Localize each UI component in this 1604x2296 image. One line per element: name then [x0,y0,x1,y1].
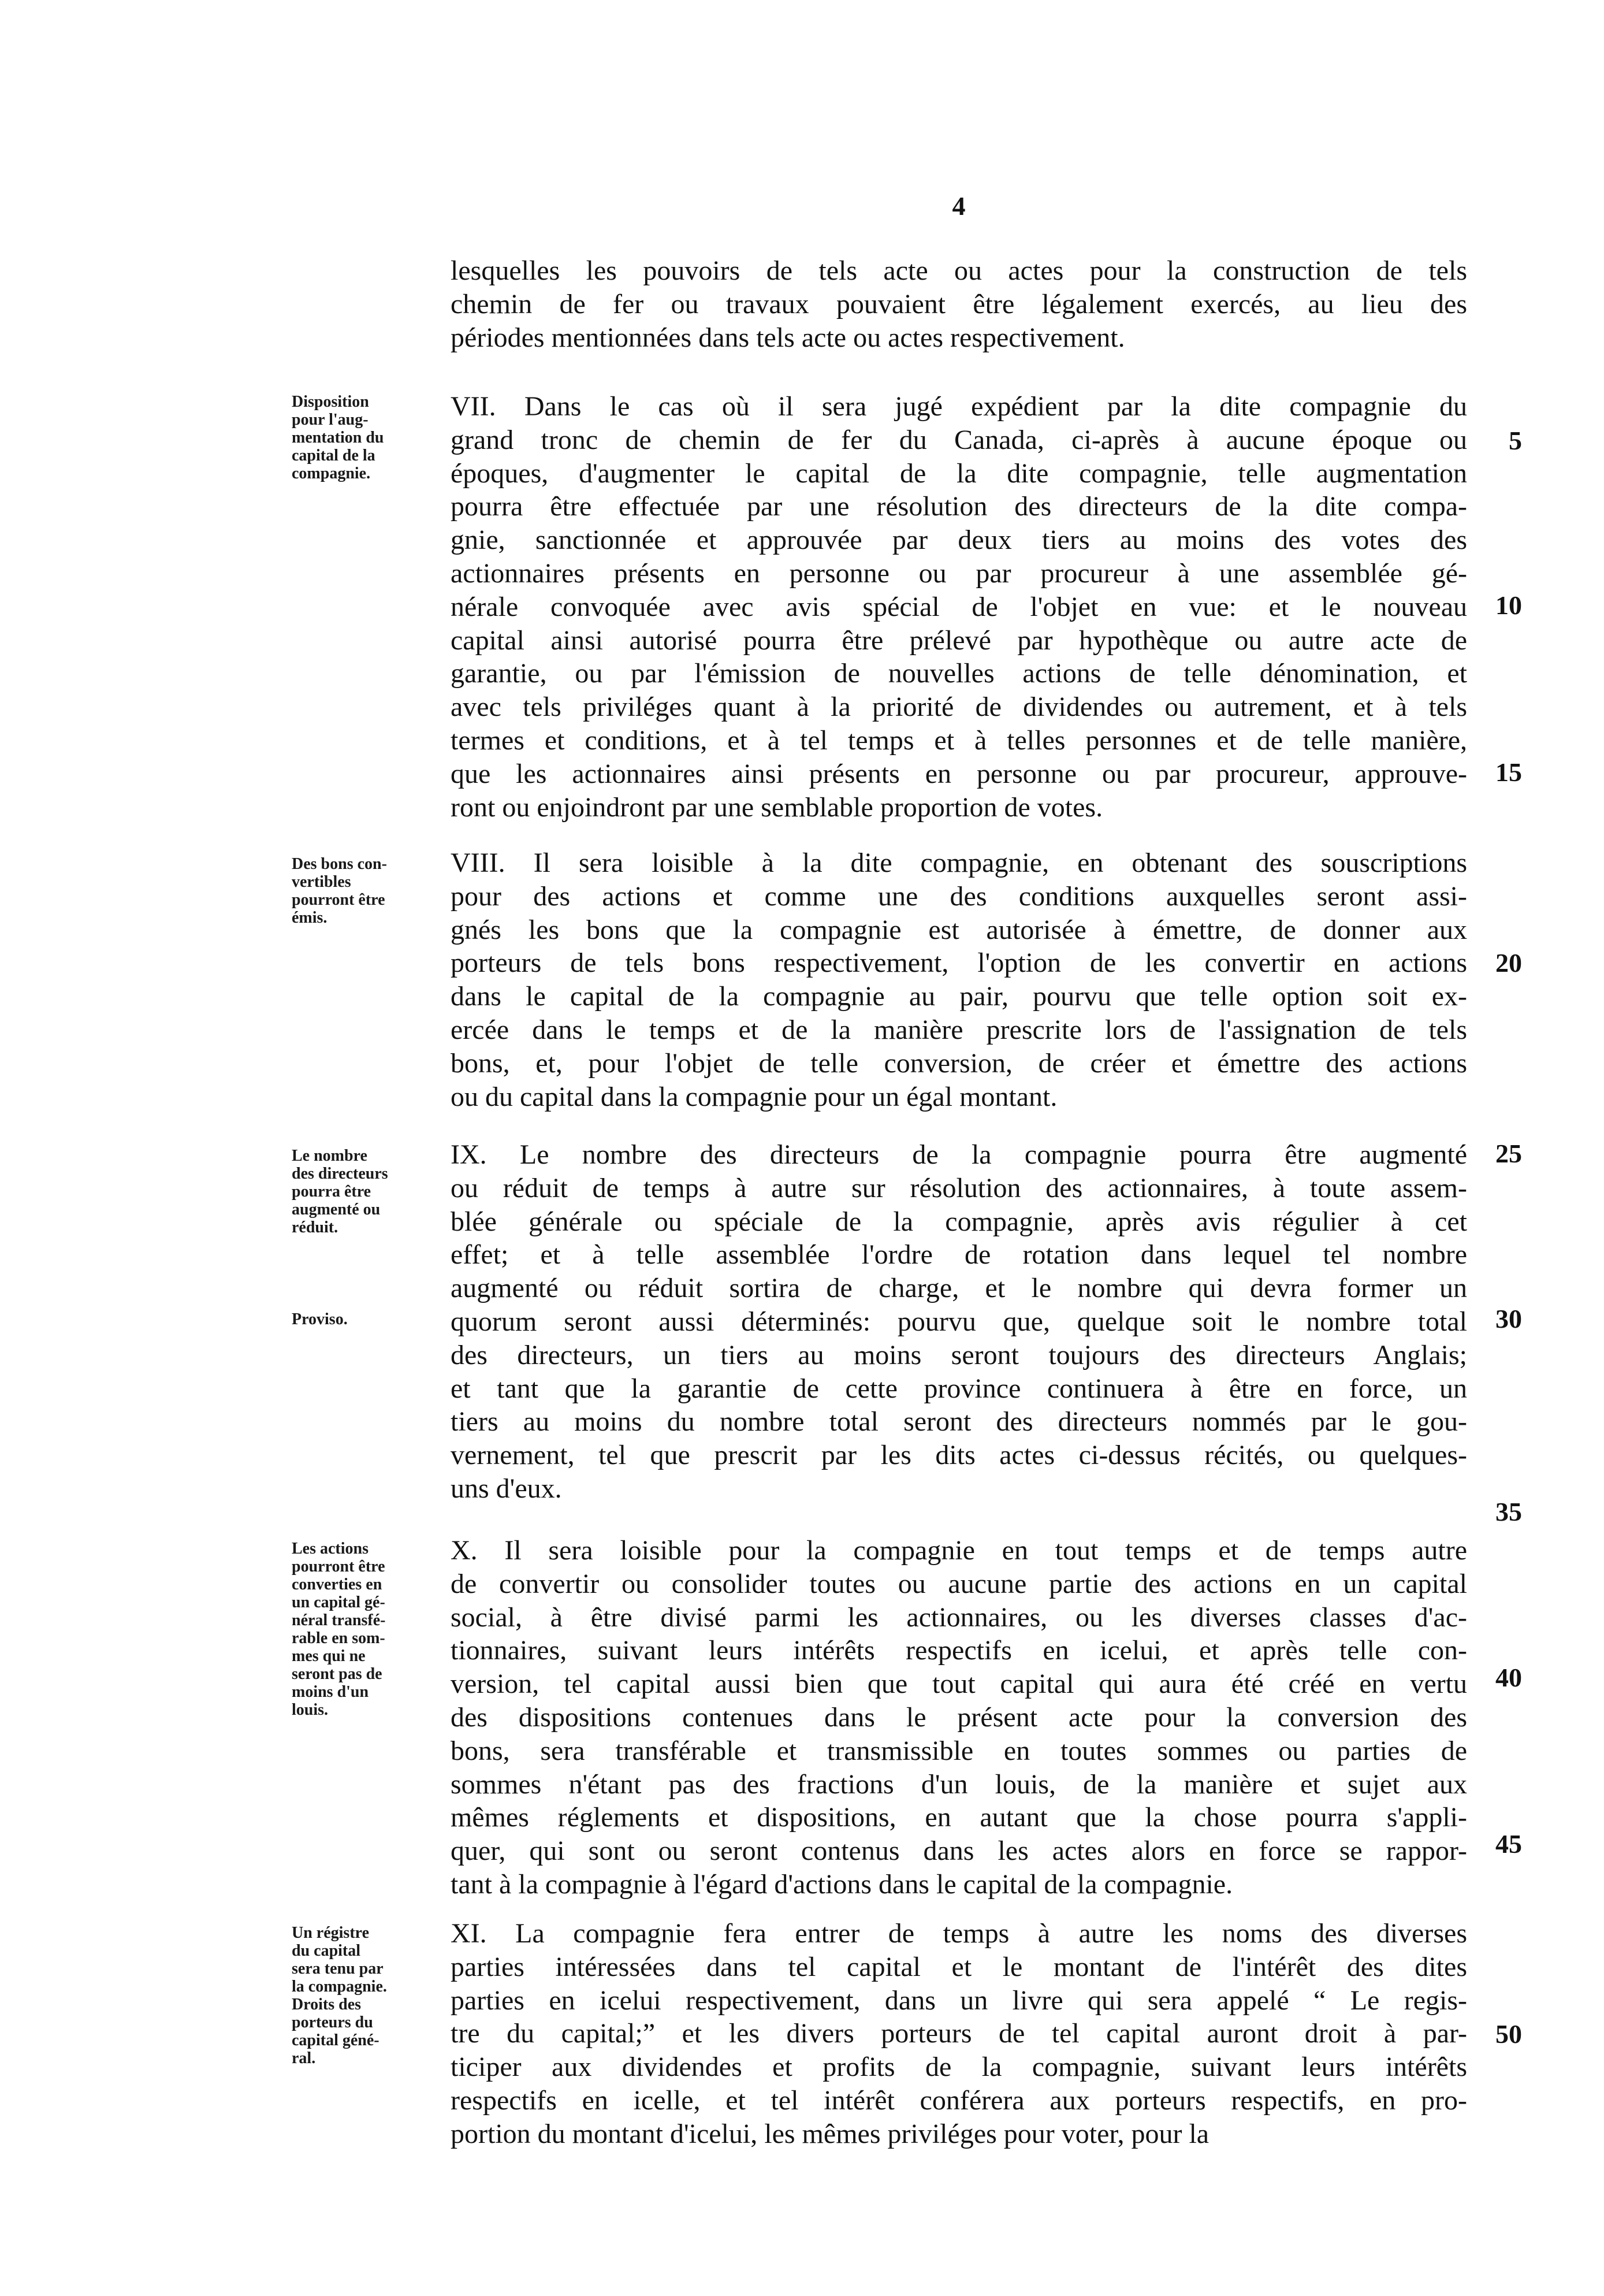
text-line [451,1238,1467,1272]
text-line [451,880,1467,913]
text-line [451,1868,1467,1901]
text-line [451,1305,1467,1339]
text-line-content: respectifs en icelle, et tel intérêt conférera aux porteurs respectifs, en pro- [451,2085,1467,2116]
text-line-content: augmenté ou réduit sortira de charge, et le nombre qui devra former un [451,1273,1467,1304]
text-line-content: pourra être effectuée par une résolution des directeurs de la dite compa- [451,491,1467,522]
text-line [451,1013,1467,1047]
text-line [451,1601,1467,1634]
text-line-content: chemin de fer ou travaux pouvaient être légalement exercés, au lieu des [451,288,1467,319]
text-line-content: bons, sera transférable et transmissible en toutes sommes ou parties de [451,1735,1467,1766]
text-line-content: tiers au moins du nombre total seront des directeurs nommés par le gou- [451,1406,1467,1437]
text-line [451,457,1467,491]
text-line [451,1567,1467,1601]
section-number: VII. [451,391,496,422]
section-viii [451,846,1467,1113]
text-line-content: actionnaires présents en personne ou par procureur à une assemblée gé- [451,558,1467,589]
text-line-content: uns d'eux. [451,1473,562,1504]
margin-note-x [292,1540,451,1719]
margin-note-line: louis. [292,1701,329,1719]
text-line [451,1734,1467,1768]
text-line [451,1834,1467,1868]
text-line [451,1768,1467,1801]
margin-note-line: augmenté ou [292,1201,381,1218]
text-line [451,657,1467,690]
margin-note-line: mes qui ne [292,1647,366,1665]
text-line [451,390,1467,423]
line-number: 30 [1495,1304,1522,1333]
text-line [451,1172,1467,1205]
text-line-content: sommes n'étant pas des fractions d'un louis, de la manière et sujet aux [451,1769,1467,1800]
margin-note-line: émis. [292,909,328,927]
margin-note-line: des directeurs [292,1165,388,1183]
text-line-content: gnie, sanctionnée et approuvée par deux tiers au moins des votes des [451,525,1467,556]
margin-note-line: Le nombre [292,1147,367,1165]
margin-note-line: vertibles [292,873,351,891]
text-line-content: tionnaires, suivant leurs intérêts respectifs en icelui, et après telle con- [451,1635,1467,1666]
text-line [451,254,1467,288]
text-line [451,1472,1467,1506]
text-line [451,2117,1467,2151]
text-line-content: grand tronc de chemin de fer du Canada, ci-après à aucune époque ou [451,424,1467,455]
margin-note-line: réduit. [292,1218,338,1236]
text-line-content: Dans le cas où il sera jugé expédient par la dite compagnie du [524,391,1468,422]
text-line [451,423,1467,457]
margin-note-line: seront pas de [292,1665,382,1683]
text-line-content: dans le capital de la compagnie au pair, pourvu que telle option soit ex- [451,981,1467,1012]
text-line [451,1339,1467,1372]
text-line-content: avec tels priviléges quant à la priorité de dividendes ou autrement, et à tels [451,692,1467,723]
margin-note-line: rable en som- [292,1629,385,1647]
line-number: 15 [1495,757,1522,787]
text-line [451,1372,1467,1406]
text-line-content: lesquelles les pouvoirs de tels acte ou actes pour la construction de tels [451,255,1467,286]
text-line [451,846,1467,880]
line-number: 50 [1495,2019,1522,2049]
text-line [451,1917,1467,1951]
text-line-content: effet; et à telle assemblée l'ordre de rotation dans lequel tel nombre [451,1239,1467,1270]
text-line-content: des dispositions contenues dans le présent acte pour la conversion des [451,1701,1467,1733]
text-line [451,557,1467,590]
text-line-content: pour des actions et comme une des conditions auxquelles seront assi- [451,880,1467,912]
text-line-content: ront ou enjoindront par une semblable proportion de votes. [451,792,1103,823]
margin-note-line: Un régistre [292,1924,369,1942]
text-line [451,1701,1467,1734]
text-line-content: parties intéressées dans tel capital et le montant de l'intérêt des dites [451,1951,1467,1982]
line-number: 40 [1495,1663,1522,1692]
text-line [451,1272,1467,1305]
section-continuation [451,254,1467,354]
margin-note-line: porteurs du [292,2013,373,2031]
text-line-content: quorum seront aussi déterminés: pourvu que, quelque soit le nombre total [451,1306,1467,1337]
section-ix [451,1138,1467,1506]
text-line-content: social, à être divisé parmi les actionnaires, ou les diverses classes d'ac- [451,1602,1467,1633]
margin-note-line: moins d'un [292,1683,369,1701]
margin-note-line: pourront être [292,1558,385,1576]
text-line [451,490,1467,523]
margin-note-vii [292,393,451,482]
text-line-content: capital ainsi autorisé pourra être prélevé par hypothèque ou autre acte de [451,625,1467,656]
text-line-content: termes et conditions, et à tel temps et à telles personnes et de telle manière, [451,725,1467,756]
section-vii [451,390,1467,824]
text-line [451,946,1467,980]
margin-note-line: mentation du [292,429,384,447]
text-line-content: nérale convoquée avec avis spécial de l'objet en vue: et le nouveau [451,591,1467,622]
text-line-content: époques, d'augmenter le capital de la dite compagnie, telle augmentation [451,458,1467,489]
text-line [451,1439,1467,1472]
text-line [451,1205,1467,1239]
margin-note-line: du capital [292,1942,361,1960]
text-line [451,288,1467,321]
text-line [451,1138,1467,1172]
margin-note-proviso [292,1310,451,1328]
text-line-content: mêmes réglements et dispositions, en autant que la chose pourra s'appli- [451,1802,1467,1833]
margin-note-line: Disposition [292,393,369,411]
text-line [451,624,1467,657]
text-line [451,1801,1467,1834]
margin-note-line: Des bons con- [292,855,387,873]
text-line-content: ou réduit de temps à autre sur résolution des actionnaires, à toute assem- [451,1172,1467,1203]
text-line [451,590,1467,624]
text-line-content: périodes mentionnées dans tels acte ou actes respectivement. [451,322,1125,353]
text-line [451,1667,1467,1701]
margin-note-line: Droits des [292,1996,362,2013]
text-line-content: gnés les bons que la compagnie est autorisée à émettre, de donner aux [451,914,1467,945]
text-line [451,1984,1467,2018]
margin-note-line: pour l'aug- [292,411,369,429]
text-line-content: de convertir ou consolider toutes ou aucune partie des actions en un capital [451,1568,1467,1599]
text-line [451,1951,1467,1984]
text-line-content: quer, qui sont ou seront contenus dans les actes alors en force se rappor- [451,1836,1467,1867]
text-line [451,980,1467,1013]
line-number: 5 [1509,426,1522,455]
margin-note-line: compagnie. [292,465,371,482]
text-line [451,913,1467,947]
section-number: XI. [451,1918,487,1949]
text-line [451,1080,1467,1114]
margin-note-line: pourra être [292,1183,371,1201]
text-line [451,791,1467,824]
text-line [451,2084,1467,2117]
section-xi [451,1917,1467,2151]
text-line [451,724,1467,757]
text-line [451,1405,1467,1439]
text-line [451,1047,1467,1080]
text-line-content: porteurs de tels bons respectivement, l'option de les convertir en actions [451,948,1467,979]
margin-note-xi [292,1924,451,2067]
text-line [451,523,1467,557]
line-number: 10 [1495,590,1522,620]
text-line-content: La compagnie fera entrer de temps à autre les noms des diverses [515,1918,1468,1949]
margin-note-line: Les actions [292,1540,369,1558]
text-line-content: Il sera loisible à la dite compagnie, en obtenant des souscriptions [533,848,1468,878]
text-line-content: blée générale ou spéciale de la compagnie, après avis régulier à cet [451,1206,1467,1237]
text-line [451,1634,1467,1667]
margin-note-line: capital géné- [292,2031,379,2049]
text-line-content: que les actionnaires ainsi présents en personne ou par procureur, approuve- [451,758,1467,789]
text-line [451,2017,1467,2050]
text-line-content: tre du capital;” et les divers porteurs de tel capital auront droit à par- [451,2018,1467,2049]
text-line-content: vernement, tel que prescrit par les dits actes ci-dessus récités, ou quelques- [451,1440,1467,1471]
page-number: 4 [952,191,966,221]
section-number: VIII. [451,848,505,878]
text-line-content: garantie, ou par l'émission de nouvelles actions de telle dénomination, et [451,658,1467,689]
section-number: X. [451,1535,478,1566]
margin-note-ix [292,1147,451,1236]
margin-note-line: ral. [292,2049,316,2067]
text-line-content: ou du capital dans la compagnie pour un égal montant. [451,1081,1058,1112]
text-line [451,690,1467,724]
margin-note-line: capital de la [292,447,375,465]
text-line-content: Le nombre des directeurs de la compagnie pourra être augmenté [519,1139,1468,1170]
text-line-content: des directeurs, un tiers au moins seront toujours des directeurs Anglais; [451,1339,1467,1370]
margin-note-line: néral transfé- [292,1611,386,1629]
text-line [451,757,1467,791]
margin-note-viii [292,855,451,927]
text-line-content: tant à la compagnie à l'égard d'actions dans le capital de la compagnie. [451,1868,1233,1900]
section-x [451,1534,1467,1901]
line-number: 45 [1495,1829,1522,1859]
margin-note-line: la compagnie. [292,1978,387,1996]
text-line-content: parties en icelui respectivement, dans un livre qui sera appelé “ Le regis- [451,1985,1467,2016]
text-line-content: Il sera loisible pour la compagnie en tout temps et de temps autre [504,1535,1468,1566]
margin-note-line: converties en [292,1576,382,1593]
line-number: 20 [1495,948,1522,978]
text-line-content: portion du montant d'icelui, les mêmes priviléges pour voter, pour la [451,2118,1209,2149]
line-number: 35 [1495,1497,1522,1526]
text-line [451,321,1467,355]
text-line-content: bons, et, pour l'objet de telle conversion, de créer et émettre des actions [451,1047,1467,1079]
text-line [451,2050,1467,2084]
margin-note-line: sera tenu par [292,1960,384,1978]
text-line-content: ercée dans le temps et de la manière prescrite lors de l'assignation de tels [451,1014,1467,1045]
line-number: 25 [1495,1139,1522,1168]
margin-note-line: Proviso. [292,1310,348,1328]
text-line-content: ticiper aux dividendes et profits de la compagnie, suivant leurs intérêts [451,2052,1467,2083]
section-number: IX. [451,1139,487,1170]
margin-note-line: un capital gé- [292,1593,385,1611]
margin-note-line: pourront être [292,891,385,909]
text-line-content: et tant que la garantie de cette province continuera à être en force, un [451,1373,1467,1404]
text-line [451,1534,1467,1567]
text-line-content: version, tel capital aussi bien que tout capital qui aura été créé en vertu [451,1669,1467,1700]
